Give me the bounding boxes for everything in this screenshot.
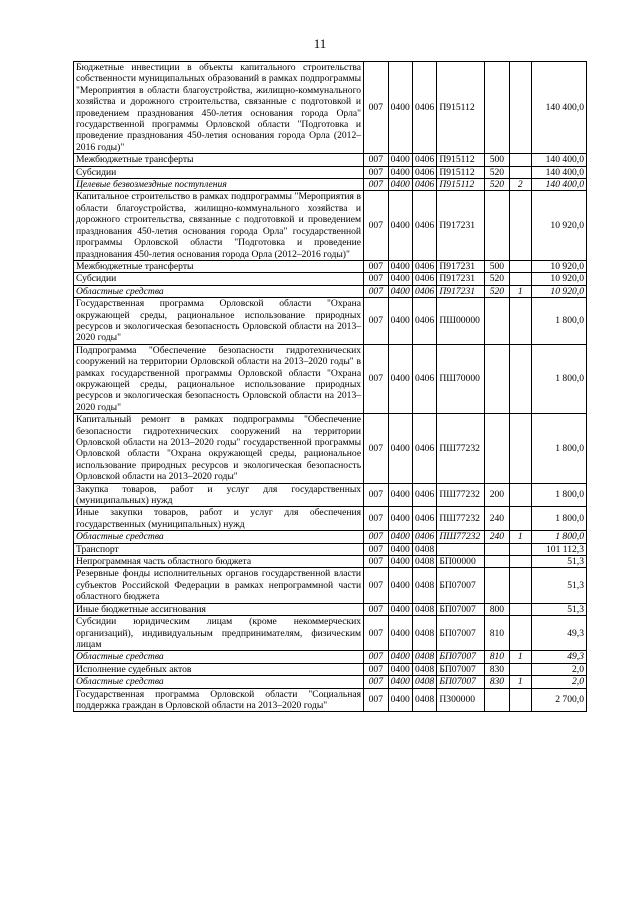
target-code-cell: БП07007 [437, 663, 485, 675]
table-row [74, 273, 587, 285]
target-code-cell: ПШ77232 [437, 414, 485, 483]
table-row [74, 483, 587, 507]
item-name-cell: Государственная программа Орловской области "Охрана окружающей среды, рациональное использование природных ресурсов и экологическая безопасность Орловской области на 2013–2020 годы" [74, 298, 364, 345]
expense-type-cell [485, 191, 509, 260]
subsection-code-cell: 0408 [412, 651, 436, 663]
subsection-code-cell: 0408 [412, 676, 436, 688]
ved-code-cell: 007 [364, 651, 388, 663]
section-code-cell: 0400 [388, 191, 412, 260]
amount-cell: 140 400,0 [531, 166, 586, 178]
funding-source-cell [509, 688, 531, 712]
section-code-cell: 0400 [388, 273, 412, 285]
table-row [74, 603, 587, 615]
expense-type-cell [485, 543, 509, 555]
expense-type-cell: 520 [485, 166, 509, 178]
subsection-code-cell: 0406 [412, 273, 436, 285]
expense-type-cell [485, 62, 509, 154]
table-row [74, 651, 587, 663]
expense-type-cell: 520 [485, 285, 509, 297]
ved-code-cell: 007 [364, 616, 388, 651]
target-code-cell: БП07007 [437, 603, 485, 615]
funding-source-cell [509, 556, 531, 568]
item-name-cell: Закупка товаров, работ и услуг для государственных (муниципальных) нужд [74, 483, 364, 507]
subsection-code-cell: 0406 [412, 154, 436, 166]
funding-source-cell [509, 414, 531, 483]
item-name-cell: Субсидии юридическим лицам (кроме некоммерческих организаций), индивидуальным предпринимателям, физическим лицам [74, 616, 364, 651]
item-name-cell: Областные средства [74, 651, 364, 663]
section-code-cell: 0400 [388, 507, 412, 531]
amount-cell: 10 920,0 [531, 260, 586, 272]
item-name-cell: Межбюджетные трансферты [74, 260, 364, 272]
section-code-cell: 0400 [388, 154, 412, 166]
subsection-code-cell: 0406 [412, 285, 436, 297]
item-name-cell: Областные средства [74, 676, 364, 688]
target-code-cell [437, 543, 485, 555]
ved-code-cell: 007 [364, 507, 388, 531]
item-name-cell: Транспорт [74, 543, 364, 555]
table-row [74, 191, 587, 260]
target-code-cell: П915112 [437, 166, 485, 178]
table-row [74, 62, 587, 154]
subsection-code-cell: 0406 [412, 507, 436, 531]
target-code-cell: БП07007 [437, 568, 485, 603]
amount-cell: 49,3 [531, 616, 586, 651]
funding-source-cell [509, 543, 531, 555]
ved-code-cell: 007 [364, 543, 388, 555]
subsection-code-cell: 0406 [412, 298, 436, 345]
page-number: 11 [313, 36, 327, 51]
ved-code-cell: 007 [364, 688, 388, 712]
target-code-cell: П915112 [437, 62, 485, 154]
ved-code-cell: 007 [364, 663, 388, 675]
funding-source-cell [509, 603, 531, 615]
ved-code-cell: 007 [364, 531, 388, 543]
section-code-cell: 0400 [388, 414, 412, 483]
target-code-cell: БП07007 [437, 651, 485, 663]
amount-cell: 140 400,0 [531, 62, 586, 154]
subsection-code-cell: 0406 [412, 414, 436, 483]
target-code-cell: БП00000 [437, 556, 485, 568]
target-code-cell: П300000 [437, 688, 485, 712]
section-code-cell: 0400 [388, 62, 412, 154]
table-row [74, 154, 587, 166]
amount-cell: 1 800,0 [531, 507, 586, 531]
budget-table [73, 61, 587, 712]
amount-cell: 10 920,0 [531, 191, 586, 260]
expense-type-cell: 520 [485, 273, 509, 285]
table-row [74, 531, 587, 543]
target-code-cell: БП07007 [437, 616, 485, 651]
funding-source-cell: 2 [509, 179, 531, 191]
item-name-cell: Исполнение судебных актов [74, 663, 364, 675]
section-code-cell: 0400 [388, 603, 412, 615]
table-row [74, 663, 587, 675]
target-code-cell: ПШ77232 [437, 531, 485, 543]
ved-code-cell: 007 [364, 556, 388, 568]
amount-cell: 51,3 [531, 556, 586, 568]
expense-type-cell: 500 [485, 260, 509, 272]
amount-cell: 1 800,0 [531, 414, 586, 483]
target-code-cell: П915112 [437, 179, 485, 191]
section-code-cell: 0400 [388, 483, 412, 507]
amount-cell: 1 800,0 [531, 531, 586, 543]
item-name-cell: Подпрограмма "Обеспечение безопасности гидротехнических сооружений на территории Орловской области на 2013–2020 годы" в рамках государственной программы Орловской области "Охрана окружающей среды, рациональное использование природных ресурсов и экологическая безопасность Орловской области на 2013–2020 годы" [74, 344, 364, 413]
subsection-code-cell: 0406 [412, 260, 436, 272]
expense-type-cell [485, 414, 509, 483]
item-name-cell: Государственная программа Орловской области "Социальная поддержка граждан в Орловской области на 2013–2020 годы" [74, 688, 364, 712]
funding-source-cell [509, 616, 531, 651]
target-code-cell: ПШ77232 [437, 483, 485, 507]
expense-type-cell [485, 688, 509, 712]
target-code-cell: ПШ70000 [437, 344, 485, 413]
funding-source-cell [509, 568, 531, 603]
ved-code-cell: 007 [364, 676, 388, 688]
subsection-code-cell: 0406 [412, 62, 436, 154]
section-code-cell: 0400 [388, 556, 412, 568]
target-code-cell: П917231 [437, 191, 485, 260]
item-name-cell: Субсидии [74, 273, 364, 285]
amount-cell: 10 920,0 [531, 273, 586, 285]
subsection-code-cell: 0406 [412, 531, 436, 543]
subsection-code-cell: 0408 [412, 603, 436, 615]
section-code-cell: 0400 [388, 663, 412, 675]
subsection-code-cell: 0406 [412, 191, 436, 260]
target-code-cell: П915112 [437, 154, 485, 166]
funding-source-cell [509, 166, 531, 178]
item-name-cell: Капитальный ремонт в рамках подпрограммы "Обеспечение безопасности гидротехнических сооружений на территории Орловской области на 2013–2020 годы" государственной программы Орловской области "Охрана окружающей среды, рациональное использование природных ресурсов и экологическая безопасность Орловской области на 2013–2020 годы" [74, 414, 364, 483]
item-name-cell: Иные бюджетные ассигнования [74, 603, 364, 615]
item-name-cell: Непрограммная часть областного бюджета [74, 556, 364, 568]
amount-cell: 49,3 [531, 651, 586, 663]
amount-cell: 2 700,0 [531, 688, 586, 712]
subsection-code-cell: 0408 [412, 616, 436, 651]
funding-source-cell: 1 [509, 651, 531, 663]
funding-source-cell [509, 273, 531, 285]
amount-cell: 140 400,0 [531, 179, 586, 191]
table-row [74, 285, 587, 297]
subsection-code-cell: 0406 [412, 166, 436, 178]
section-code-cell: 0400 [388, 616, 412, 651]
target-code-cell: БП07007 [437, 676, 485, 688]
funding-source-cell [509, 191, 531, 260]
table-row [74, 556, 587, 568]
amount-cell: 1 800,0 [531, 344, 586, 413]
item-name-cell: Межбюджетные трансферты [74, 154, 364, 166]
ved-code-cell: 007 [364, 298, 388, 345]
table-row [74, 543, 587, 555]
subsection-code-cell: 0406 [412, 344, 436, 413]
amount-cell: 51,3 [531, 568, 586, 603]
section-code-cell: 0400 [388, 651, 412, 663]
section-code-cell: 0400 [388, 344, 412, 413]
expense-type-cell: 830 [485, 663, 509, 675]
funding-source-cell [509, 663, 531, 675]
table-row [74, 568, 587, 603]
expense-type-cell [485, 556, 509, 568]
target-code-cell: П917231 [437, 260, 485, 272]
table-row [74, 676, 587, 688]
item-name-cell: Областные средства [74, 285, 364, 297]
expense-type-cell: 810 [485, 616, 509, 651]
amount-cell: 10 920,0 [531, 285, 586, 297]
expense-type-cell: 200 [485, 483, 509, 507]
table-row [74, 616, 587, 651]
subsection-code-cell: 0406 [412, 483, 436, 507]
amount-cell: 51,3 [531, 603, 586, 615]
item-name-cell: Целевые безвозмездные поступления [74, 179, 364, 191]
subsection-code-cell: 0408 [412, 543, 436, 555]
section-code-cell: 0400 [388, 543, 412, 555]
section-code-cell: 0400 [388, 179, 412, 191]
subsection-code-cell: 0408 [412, 663, 436, 675]
target-code-cell: ПШ77232 [437, 507, 485, 531]
target-code-cell: ПШ00000 [437, 298, 485, 345]
funding-source-cell [509, 260, 531, 272]
table-row [74, 179, 587, 191]
ved-code-cell: 007 [364, 179, 388, 191]
table-row [74, 260, 587, 272]
table-row [74, 688, 587, 712]
table-row [74, 298, 587, 345]
subsection-code-cell: 0408 [412, 568, 436, 603]
item-name-cell: Капитальное строительство в рамках подпрограммы "Мероприятия в области благоустройства, жилищно-коммунального хозяйства и дорожного строительства, связанные с подготовкой и проведением празднования 450-летия основания города Орла" государственной программы Орловской области "Подготовка и проведение празднования 450-летия основания города Орла (2012–2016 годы)" [74, 191, 364, 260]
ved-code-cell: 007 [364, 166, 388, 178]
ved-code-cell: 007 [364, 62, 388, 154]
funding-source-cell [509, 507, 531, 531]
funding-source-cell: 1 [509, 676, 531, 688]
funding-source-cell [509, 344, 531, 413]
ved-code-cell: 007 [364, 260, 388, 272]
ved-code-cell: 007 [364, 191, 388, 260]
amount-cell: 1 800,0 [531, 483, 586, 507]
funding-source-cell [509, 154, 531, 166]
expense-type-cell [485, 568, 509, 603]
item-name-cell: Резервные фонды исполнительных органов государственной власти субъектов Российской Федерации в рамках непрограммной части областного бюджета [74, 568, 364, 603]
table-row [74, 166, 587, 178]
expense-type-cell: 500 [485, 154, 509, 166]
target-code-cell: П917231 [437, 273, 485, 285]
section-code-cell: 0400 [388, 531, 412, 543]
amount-cell: 1 800,0 [531, 298, 586, 345]
amount-cell: 140 400,0 [531, 154, 586, 166]
funding-source-cell: 1 [509, 531, 531, 543]
target-code-cell: П917231 [437, 285, 485, 297]
subsection-code-cell: 0408 [412, 556, 436, 568]
item-name-cell: Субсидии [74, 166, 364, 178]
amount-cell: 2,0 [531, 676, 586, 688]
item-name-cell: Областные средства [74, 531, 364, 543]
table-row [74, 414, 587, 483]
funding-source-cell [509, 483, 531, 507]
budget-table-body [74, 62, 587, 712]
expense-type-cell: 810 [485, 651, 509, 663]
ved-code-cell: 007 [364, 344, 388, 413]
ved-code-cell: 007 [364, 483, 388, 507]
section-code-cell: 0400 [388, 166, 412, 178]
section-code-cell: 0400 [388, 688, 412, 712]
section-code-cell: 0400 [388, 298, 412, 345]
funding-source-cell [509, 62, 531, 154]
expense-type-cell: 800 [485, 603, 509, 615]
table-row [74, 344, 587, 413]
expense-type-cell: 830 [485, 676, 509, 688]
item-name-cell: Иные закупки товаров, работ и услуг для обеспечения государственных (муниципальных) нужд [74, 507, 364, 531]
section-code-cell: 0400 [388, 676, 412, 688]
ved-code-cell: 007 [364, 285, 388, 297]
ved-code-cell: 007 [364, 414, 388, 483]
amount-cell: 2,0 [531, 663, 586, 675]
funding-source-cell [509, 298, 531, 345]
item-name-cell: Бюджетные инвестиции в объекты капитального строительства собственности муниципальных образований в рамках подпрограммы "Мероприятия в области благоустройства, жилищно-коммунального хозяйства и дорожного строительства, связанные с подготовкой и проведением празднования 450-летия основания города Орла" государственной программы Орловской области "Подготовка и проведение празднования 450-летия основания города Орла (2012–2016 годы)" [74, 62, 364, 154]
expense-type-cell [485, 344, 509, 413]
funding-source-cell: 1 [509, 285, 531, 297]
section-code-cell: 0400 [388, 285, 412, 297]
ved-code-cell: 007 [364, 568, 388, 603]
amount-cell: 101 112,3 [531, 543, 586, 555]
expense-type-cell: 240 [485, 531, 509, 543]
section-code-cell: 0400 [388, 260, 412, 272]
subsection-code-cell: 0408 [412, 688, 436, 712]
expense-type-cell [485, 298, 509, 345]
table-row [74, 507, 587, 531]
ved-code-cell: 007 [364, 603, 388, 615]
ved-code-cell: 007 [364, 273, 388, 285]
expense-type-cell: 240 [485, 507, 509, 531]
ved-code-cell: 007 [364, 154, 388, 166]
expense-type-cell: 520 [485, 179, 509, 191]
section-code-cell: 0400 [388, 568, 412, 603]
subsection-code-cell: 0406 [412, 179, 436, 191]
